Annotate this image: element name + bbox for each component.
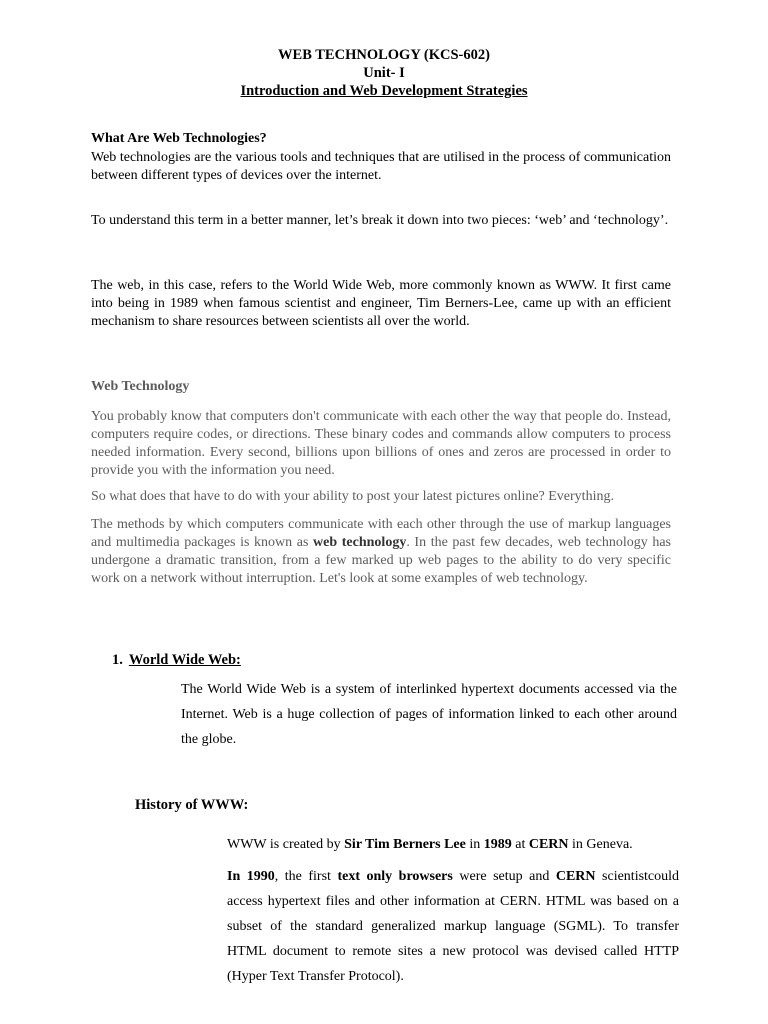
web-technology-paragraph-3 (91, 516, 671, 588)
b2-text-2: were setup and (452, 869, 556, 884)
p3-end: . In the past few decades, web technology has undergone a dramatic transition, from a few marked up web pages to the ability to do very specific work on a network without interruption. Let's look at some examples of web technology. (91, 535, 671, 586)
history-heading: History of WWW: (135, 797, 249, 813)
intro-paragraph-3: The web, in this case, refers to the World Wide Web, more commonly known as WWW. It first came into being in 1989 when famous scientist and engineer, Tim Berners-Lee, came up with an efficient mechanism to share resources between scientists all over the world. (91, 278, 671, 329)
b2-text-3: scientistcould access hypertext files and other information at CERN. HTML was based on a subset of the standard generalized markup language (SGML). To transfer HTML document to remote sites a new protocol was devised called HTTP (Hyper Text Transfer Protocol). (227, 869, 680, 984)
b2-bold-2: text only browsers (337, 869, 453, 884)
b1-bold-1: Sir Tim Berners Lee (344, 837, 466, 852)
b1-text-3: at (511, 837, 529, 852)
www-description: The World Wide Web is a system of interlinked hypertext documents accessed via the Internet. Web is a huge collection of pages of information linked to each other around the globe. (181, 682, 677, 747)
b1-text-4: in Geneva. (568, 837, 633, 852)
web-technology-paragraph-2: So what does that have to do with your ability to post your latest pictures online? Everything. (91, 489, 614, 504)
unit-label: Unit- I (363, 65, 405, 81)
intro-heading: What Are Web Technologies? (91, 131, 267, 146)
intro-paragraph-2: To understand this term in a better manner, let’s break it down into two pieces: ‘web’ and ‘technology’. (91, 213, 669, 228)
web-technology-paragraph-1: You probably know that computers don't communicate with each other the way that people do. Instead, computers require codes, or directions. These binary codes and commands allow computers to process needed information. Every second, billions upon billions of ones and zeros are processed in order to provide you with the information you need. (91, 409, 671, 478)
www-label: World Wide Web: (128, 652, 241, 668)
www-list-item (112, 652, 241, 669)
doc-title: WEB TECHNOLOGY (KCS-602) (278, 47, 490, 63)
b1-text-2: in (465, 837, 484, 852)
p3-start: The methods by which computers communicate with each other through the use of markup languages and multimedia packages is known as (91, 517, 671, 550)
unit-subtitle: Introduction and Web Development Strategies (240, 83, 528, 99)
b2-bold-1: In 1990 (227, 869, 275, 884)
b1-bold-3: CERN (528, 837, 569, 852)
history-bullet-2 (227, 864, 679, 989)
b1-bold-2: 1989 (483, 837, 512, 852)
history-bullet-1 (227, 832, 679, 857)
b2-bold-3: CERN (555, 869, 596, 884)
b1-text-1: WWW is created by (227, 837, 345, 852)
intro-paragraph-1: Web technologies are the various tools and techniques that are utilised in the process of communication between different types of devices over the internet. (91, 150, 671, 183)
p3-bold-term: web technology (313, 535, 407, 550)
web-technology-heading: Web Technology (91, 379, 190, 394)
b2-text-1: , the first (274, 869, 338, 884)
www-number: 1. (112, 652, 123, 668)
